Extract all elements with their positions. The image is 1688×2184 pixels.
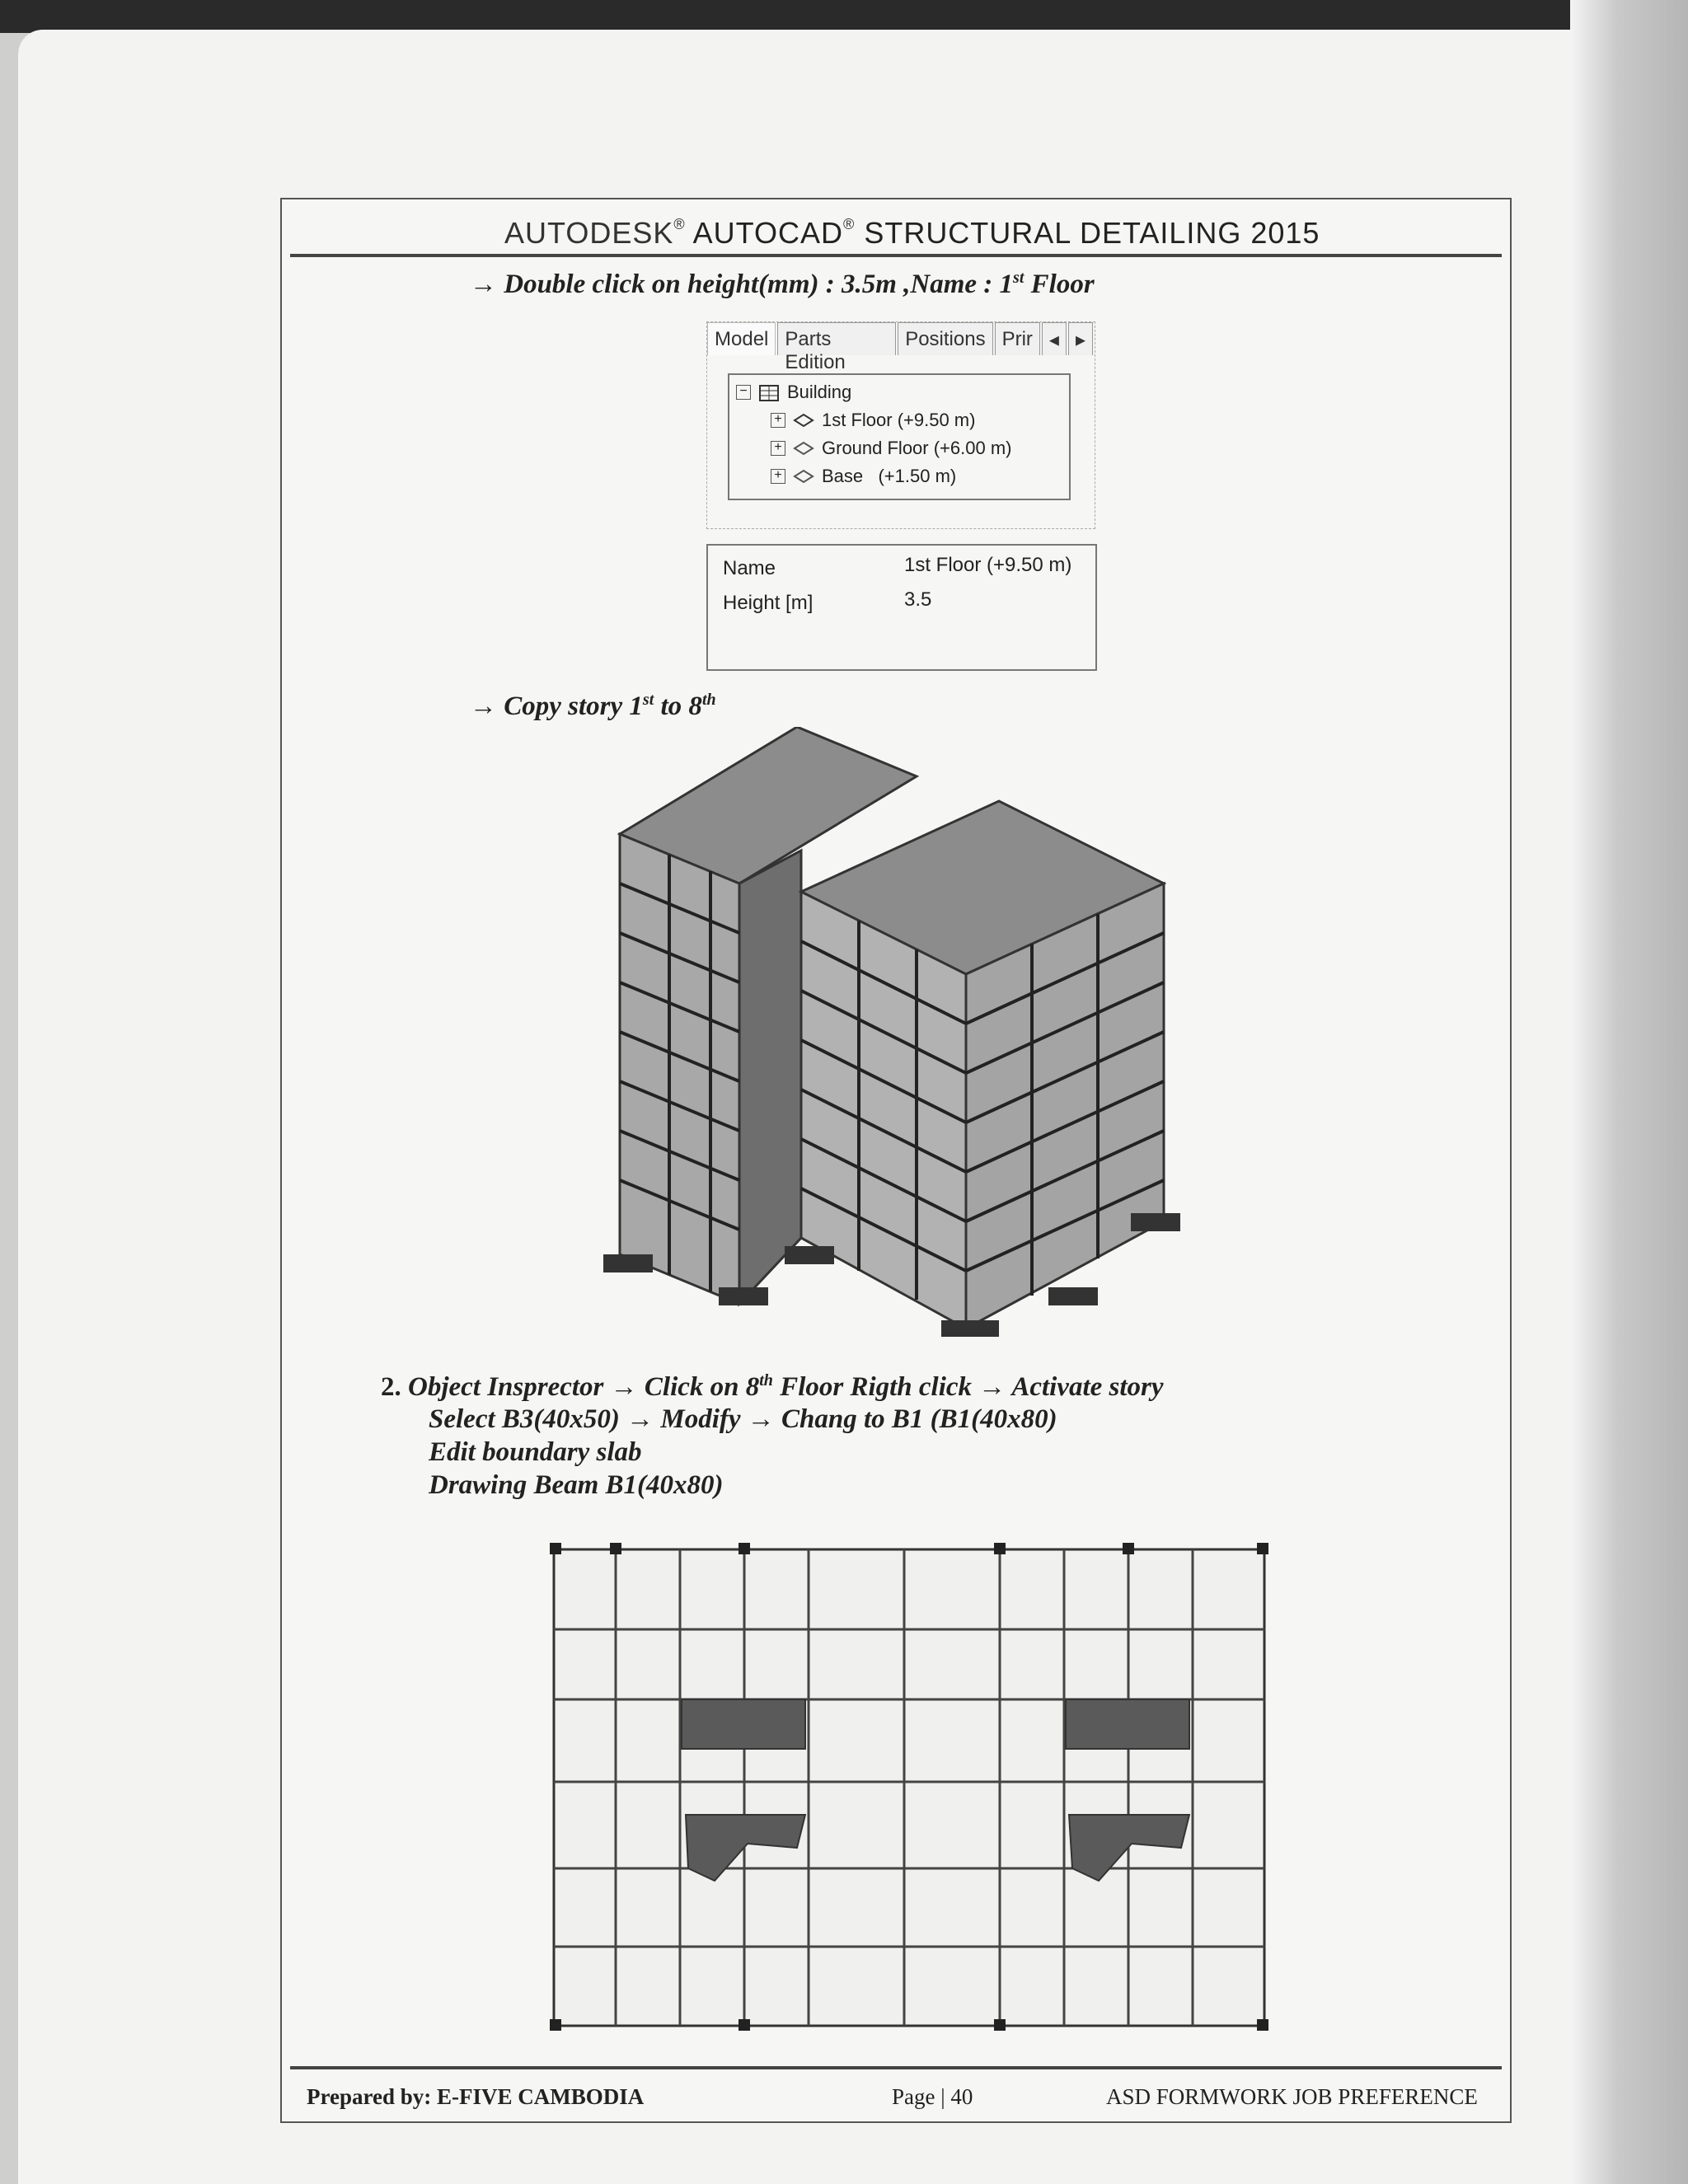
tree-item-base[interactable]: + Base (+1.50 m) <box>771 466 956 487</box>
prop-name-value[interactable]: 1st Floor (+9.50 m) <box>904 554 1072 576</box>
inspector-tabs <box>707 322 1095 373</box>
building-3d-figure <box>554 727 1254 1337</box>
scan-edge-right <box>1570 0 1688 2184</box>
scan-edge-top <box>0 0 1688 33</box>
header-rule <box>290 254 1502 257</box>
tree-item-1st-floor[interactable]: + 1st Floor (+9.50 m) <box>771 410 975 431</box>
tab-positions[interactable]: Positions <box>898 322 992 355</box>
footer-prepared-by: Prepared by: E-FIVE CAMBODIA <box>307 2084 645 2109</box>
collapse-icon[interactable]: − <box>736 385 751 400</box>
step-edit-slab: Edit boundary slab <box>429 1437 642 1467</box>
prop-height-label: Height [m] <box>723 592 814 614</box>
model-tree <box>728 373 1071 500</box>
expand-icon[interactable]: + <box>771 469 785 484</box>
object-inspector-panel <box>706 321 1095 529</box>
building-icon <box>757 382 781 402</box>
header-brand: AUTODESK <box>504 216 674 250</box>
footer-rule <box>290 2066 1502 2069</box>
prop-name-label: Name <box>723 557 776 579</box>
prop-height-value[interactable]: 3.5 <box>904 588 932 611</box>
story-icon <box>792 467 815 485</box>
tree-item-ground-floor[interactable]: + Ground Floor (+6.00 m) <box>771 438 1011 459</box>
expand-icon[interactable]: + <box>771 413 785 428</box>
tab-scroll-right-icon[interactable]: ▸ <box>1068 322 1093 355</box>
expand-icon[interactable]: + <box>771 441 785 456</box>
story-icon <box>792 439 815 457</box>
tab-model[interactable]: Model <box>707 322 776 355</box>
step-draw-beam: Drawing Beam B1(40x80) <box>429 1470 724 1500</box>
header-title: STRUCTURAL DETAILING 2015 <box>864 216 1320 250</box>
step-double-click: → Double click on height(mm) : 3.5m ,Name : 1st Floor <box>470 269 1095 299</box>
floor-plan-grid <box>550 1543 1275 2037</box>
tree-item-building[interactable]: − Building <box>736 382 851 403</box>
page-header: AUTODESK® AUTOCAD® STRUCTURAL DETAILING 2015 <box>504 216 1320 250</box>
tab-parts-edition[interactable]: Parts Edition <box>777 322 896 355</box>
tab-print[interactable]: Prir <box>995 322 1040 355</box>
properties-panel <box>706 544 1097 671</box>
footer-page-number: Page | 40 <box>892 2084 973 2109</box>
page-frame <box>280 198 1512 2123</box>
story-icon <box>792 411 815 429</box>
step-copy-story: → Copy story 1st to 8th <box>470 691 716 721</box>
footer-document-title: ASD FORMWORK JOB PREFERENCE <box>1106 2084 1478 2109</box>
header-product: AUTOCAD <box>692 216 844 250</box>
step-modify-beam: Select B3(40x50) → Modify → Chang to B1 (B1(40x80) <box>429 1404 1057 1434</box>
step-activate-story: 2. Object Insprector → Click on 8th Floor Rigth click → Activate story <box>381 1371 1164 1402</box>
tab-scroll-left-icon[interactable]: ◂ <box>1042 322 1067 355</box>
